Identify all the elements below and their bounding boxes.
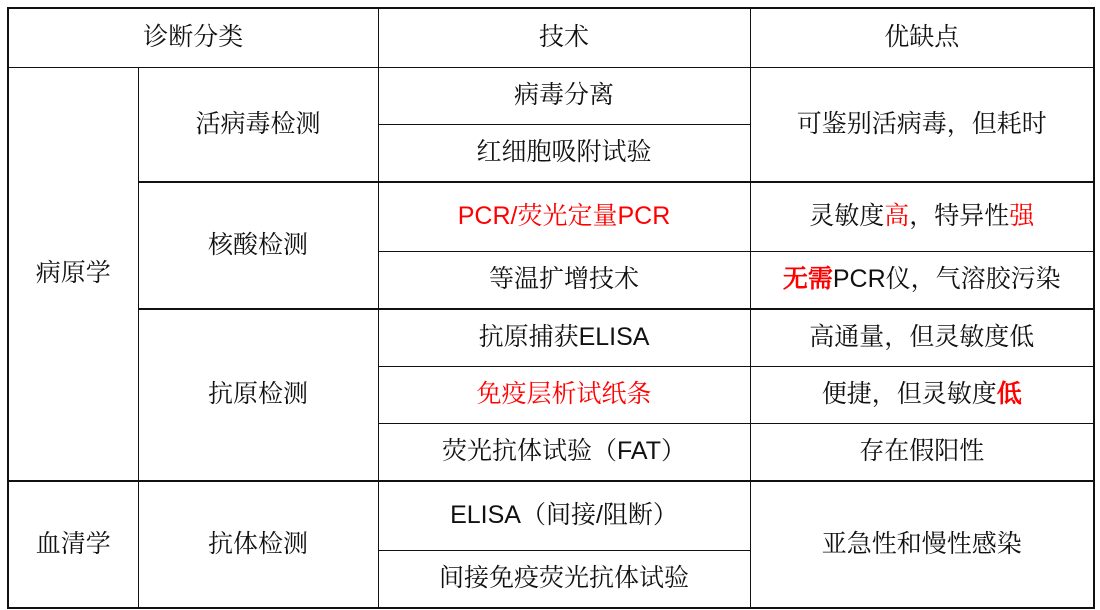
subtype-live-virus: 活病毒检测 — [138, 68, 378, 183]
diagnostic-table-sheet — [0, 7, 1100, 610]
technique-ifat: 间接免疫荧光抗体试验 — [378, 551, 750, 609]
table-row — [8, 309, 1094, 367]
pros-isothermal — [750, 252, 1094, 310]
technique-virus-isolation: 病毒分离 — [378, 68, 750, 125]
subtype-nucleic-acid: 核酸检测 — [138, 182, 378, 309]
table-row — [8, 182, 1094, 252]
technique-elisa-antibody: ELISA（间接/阻断） — [378, 481, 750, 551]
subtype-antibody: 抗体检测 — [138, 481, 378, 608]
header-technique: 技术 — [378, 8, 750, 68]
pros-isothermal-text: PCR仪，气溶胶污染 — [832, 265, 1061, 294]
pros-lfa-text: 便捷，但灵敏度 — [821, 380, 997, 409]
pros-pcr-text-1: 灵敏度 — [809, 202, 885, 231]
pros-pcr-strong: 强 — [1009, 202, 1035, 231]
technique-lateral-flow: 免疫层析试纸条 — [378, 367, 750, 424]
header-category: 诊断分类 — [8, 8, 378, 68]
table-row — [8, 68, 1094, 125]
technique-antigen-elisa: 抗原捕获ELISA — [378, 309, 750, 367]
header-pros-cons: 优缺点 — [750, 8, 1094, 68]
table-row — [8, 481, 1094, 551]
pros-pcr-high: 高 — [884, 202, 910, 231]
technique-pcr: PCR/荧光定量PCR — [378, 182, 750, 252]
category-serology: 血清学 — [8, 481, 138, 608]
pros-fat: 存在假阳性 — [750, 424, 1094, 482]
pros-antigen-elisa: 高通量，但灵敏度低 — [750, 309, 1094, 367]
pros-pcr-text-2: ，特异性 — [909, 202, 1010, 231]
pros-serology: 亚急性和慢性感染 — [750, 481, 1094, 608]
subtype-antigen: 抗原检测 — [138, 309, 378, 481]
table-header-row — [8, 8, 1094, 68]
pros-pcr — [750, 182, 1094, 252]
technique-hemadsorption: 红细胞吸附试验 — [378, 125, 750, 183]
category-pathogenic: 病原学 — [8, 68, 138, 482]
technique-isothermal: 等温扩增技术 — [378, 252, 750, 310]
technique-fat: 荧光抗体试验（FAT） — [378, 424, 750, 482]
pros-isothermal-noneed: 无需 — [782, 265, 833, 294]
pros-live-virus: 可鉴别活病毒，但耗时 — [750, 68, 1094, 183]
pros-lateral-flow — [750, 367, 1094, 424]
diagnostic-methods-table — [7, 7, 1095, 609]
pros-lfa-low: 低 — [996, 380, 1022, 409]
